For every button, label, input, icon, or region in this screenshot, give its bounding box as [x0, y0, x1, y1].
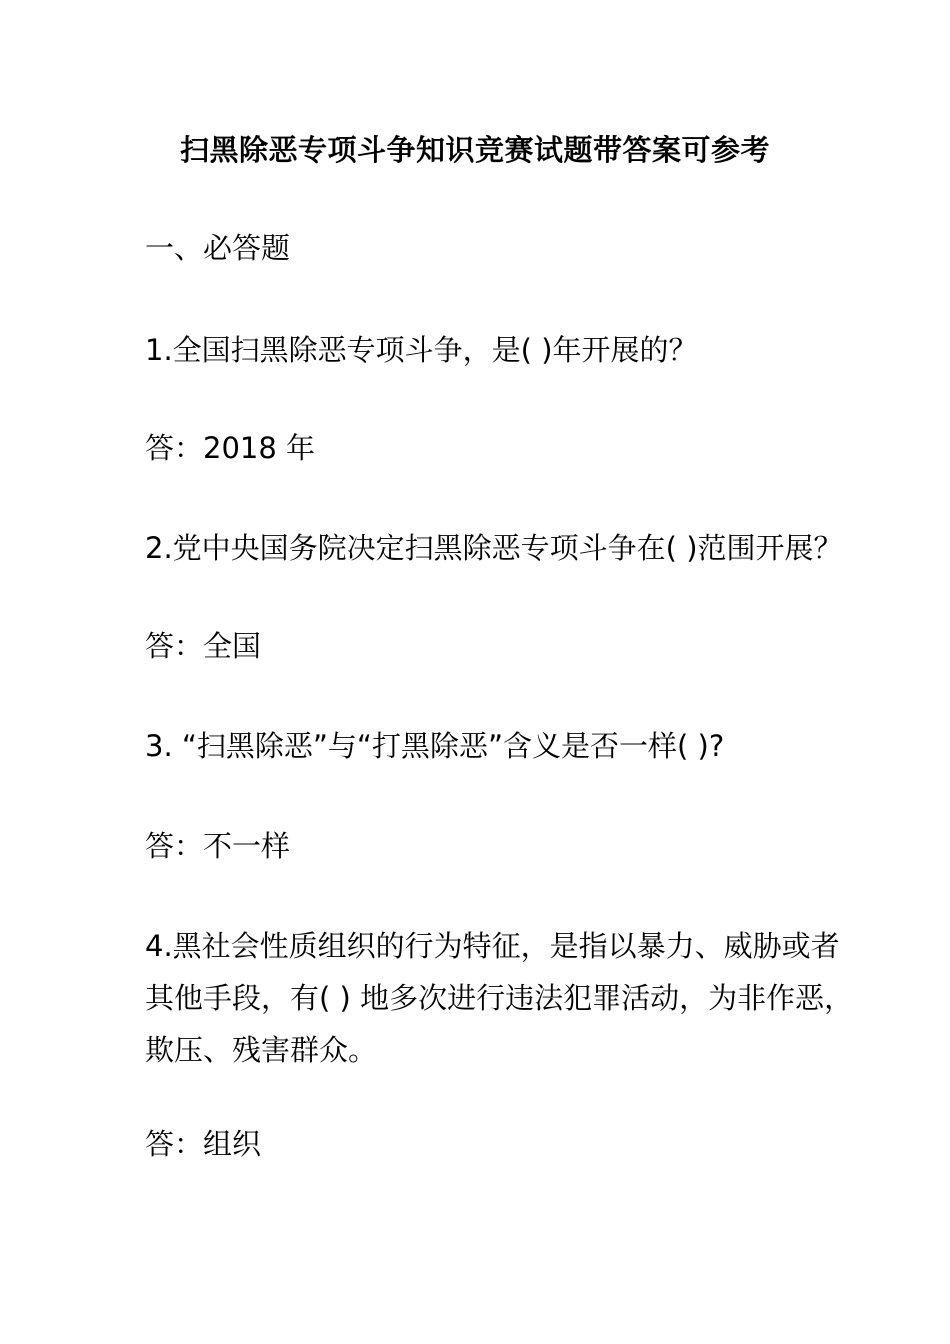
answer-4: 答：组织: [145, 1127, 262, 1161]
question-4-line-3: 欺压、残害群众。: [145, 1033, 378, 1067]
section-heading: 一、必答题: [145, 231, 291, 265]
question-4: [145, 920, 854, 1076]
question-4-line-1: 4.黑社会性质组织的行为特征，是指以暴力、威胁或者: [145, 929, 840, 963]
answer-1: 答：2018 年: [145, 431, 316, 465]
document-title: 扫黑除恶专项斗争知识竞赛试题带答案可参考: [179, 133, 770, 167]
question-2: 2.党中央国务院决定扫黑除恶专项斗争在( )范围开展？: [145, 531, 843, 565]
answer-2: 答：全国: [145, 629, 262, 663]
question-4-line-2: 其他手段，有( ) 地多次进行违法犯罪活动，为非作恶，: [145, 981, 854, 1015]
question-1: 1.全国扫黑除恶专项斗争，是( )年开展的？: [145, 333, 698, 367]
answer-3: 答：不一样: [145, 829, 291, 863]
question-3: 3. “扫黑除恶”与“打黑除恶”含义是否一样( )?: [145, 729, 725, 763]
